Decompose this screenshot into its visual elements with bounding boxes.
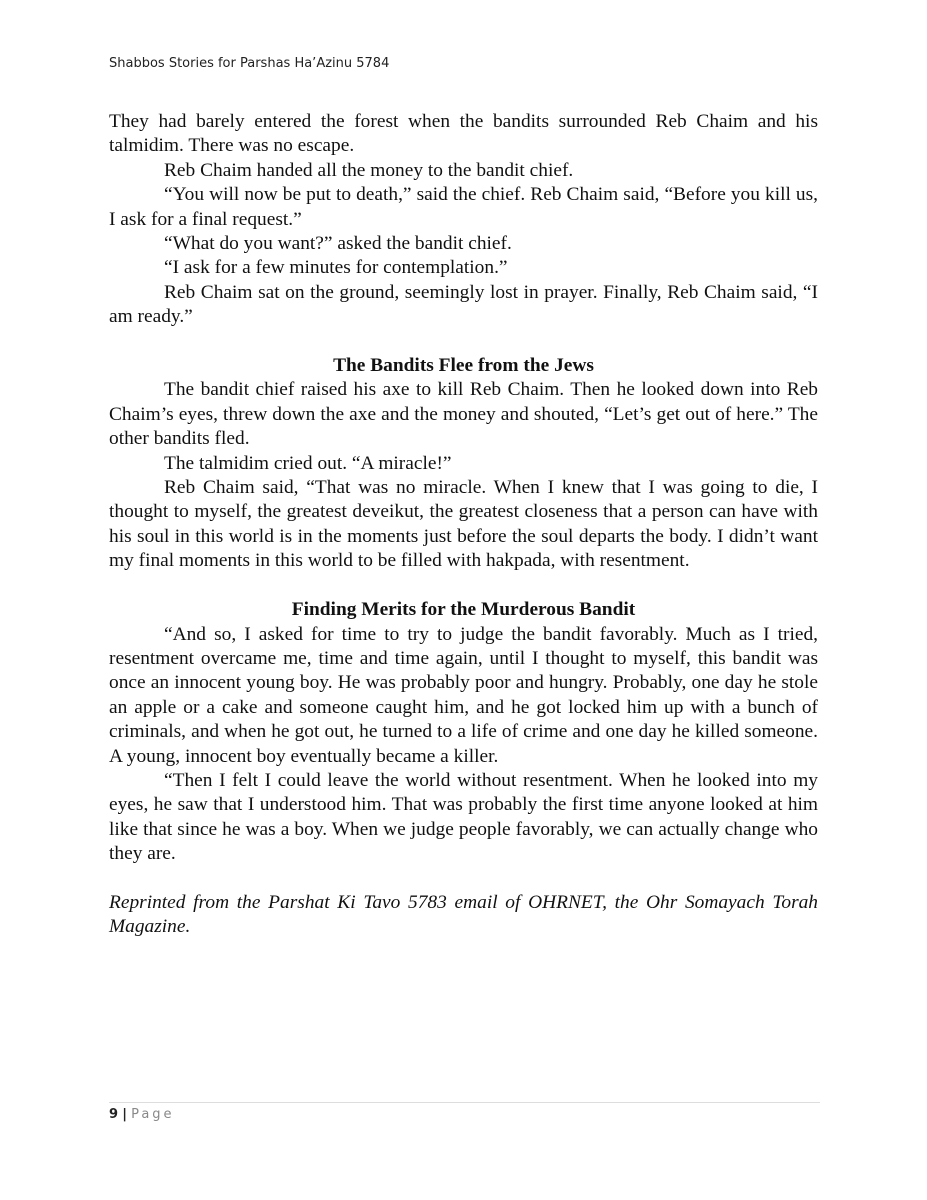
paragraph: “What do you want?” asked the bandit chief.	[164, 233, 512, 255]
paragraph: “And so, I asked for time to try to judge the bandit favorably. Much as I tried, resentment overcame me, time and time again, until I thought to myself, this bandit was once an innocent young boy. He was probably poor and hungry. Probably, one day he stole an apple or a cake and someone caught him, and he got locked him up with a bunch of criminals, and when he got out, he turned to a life of crime and one day he killed someone. A young, innocent boy eventually became a killer.	[109, 623, 818, 767]
paragraph: Reb Chaim handed all the money to the bandit chief.	[164, 159, 574, 181]
paragraph: Reb Chaim said, “That was no miracle. When I knew that I was going to die, I thought to myself, the greatest deveikut, the greatest closeness that a person can have with his soul in this world is in the moments just before the soul departs the body. I didn’t want my final moments in this world to be filled with hakpada, with resentment.	[109, 477, 818, 572]
footer-divider	[109, 1102, 820, 1103]
footer-separator: |	[122, 1107, 127, 1122]
article-body	[109, 110, 818, 940]
source-credit: Reprinted from the Parshat Ki Tavo 5783 email of OHRNET, the Ohr Somayach Torah Magazine.	[109, 891, 818, 938]
section-heading: Finding Merits for the Murderous Bandit	[291, 599, 636, 621]
paragraph: “You will now be put to death,” said the chief. Reb Chaim said, “Before you kill us, I ask for a final request.”	[109, 184, 818, 230]
paragraph: They had barely entered the forest when the bandits surrounded Reb Chaim and his talmidim. There was no escape.	[109, 111, 818, 157]
paragraph: The bandit chief raised his axe to kill Reb Chaim. Then he looked down into Reb Chaim’s eyes, threw down the axe and the money and shouted, “Let’s get out of here.” The other bandits fled.	[109, 379, 818, 450]
paragraph: Reb Chaim sat on the ground, seemingly lost in prayer. Finally, Reb Chaim said, “I am ready.”	[109, 281, 818, 328]
section-heading: The Bandits Flee from the Jews	[333, 355, 594, 377]
running-header: Shabbos Stories for Parshas Ha’Azinu 5784	[109, 56, 390, 71]
paragraph: The talmidim cried out. “A miracle!”	[164, 452, 452, 474]
paragraph: “I ask for a few minutes for contemplation.”	[164, 257, 508, 279]
page-footer	[109, 1107, 175, 1122]
page-label: Page	[131, 1107, 175, 1122]
page-number: 9	[109, 1107, 119, 1122]
paragraph: “Then I felt I could leave the world without resentment. When he looked into my eyes, he saw that I understood him. That was probably the first time anyone looked at him like that since he was a boy. When we judge people favorably, we can actually change who they are.	[109, 769, 818, 865]
